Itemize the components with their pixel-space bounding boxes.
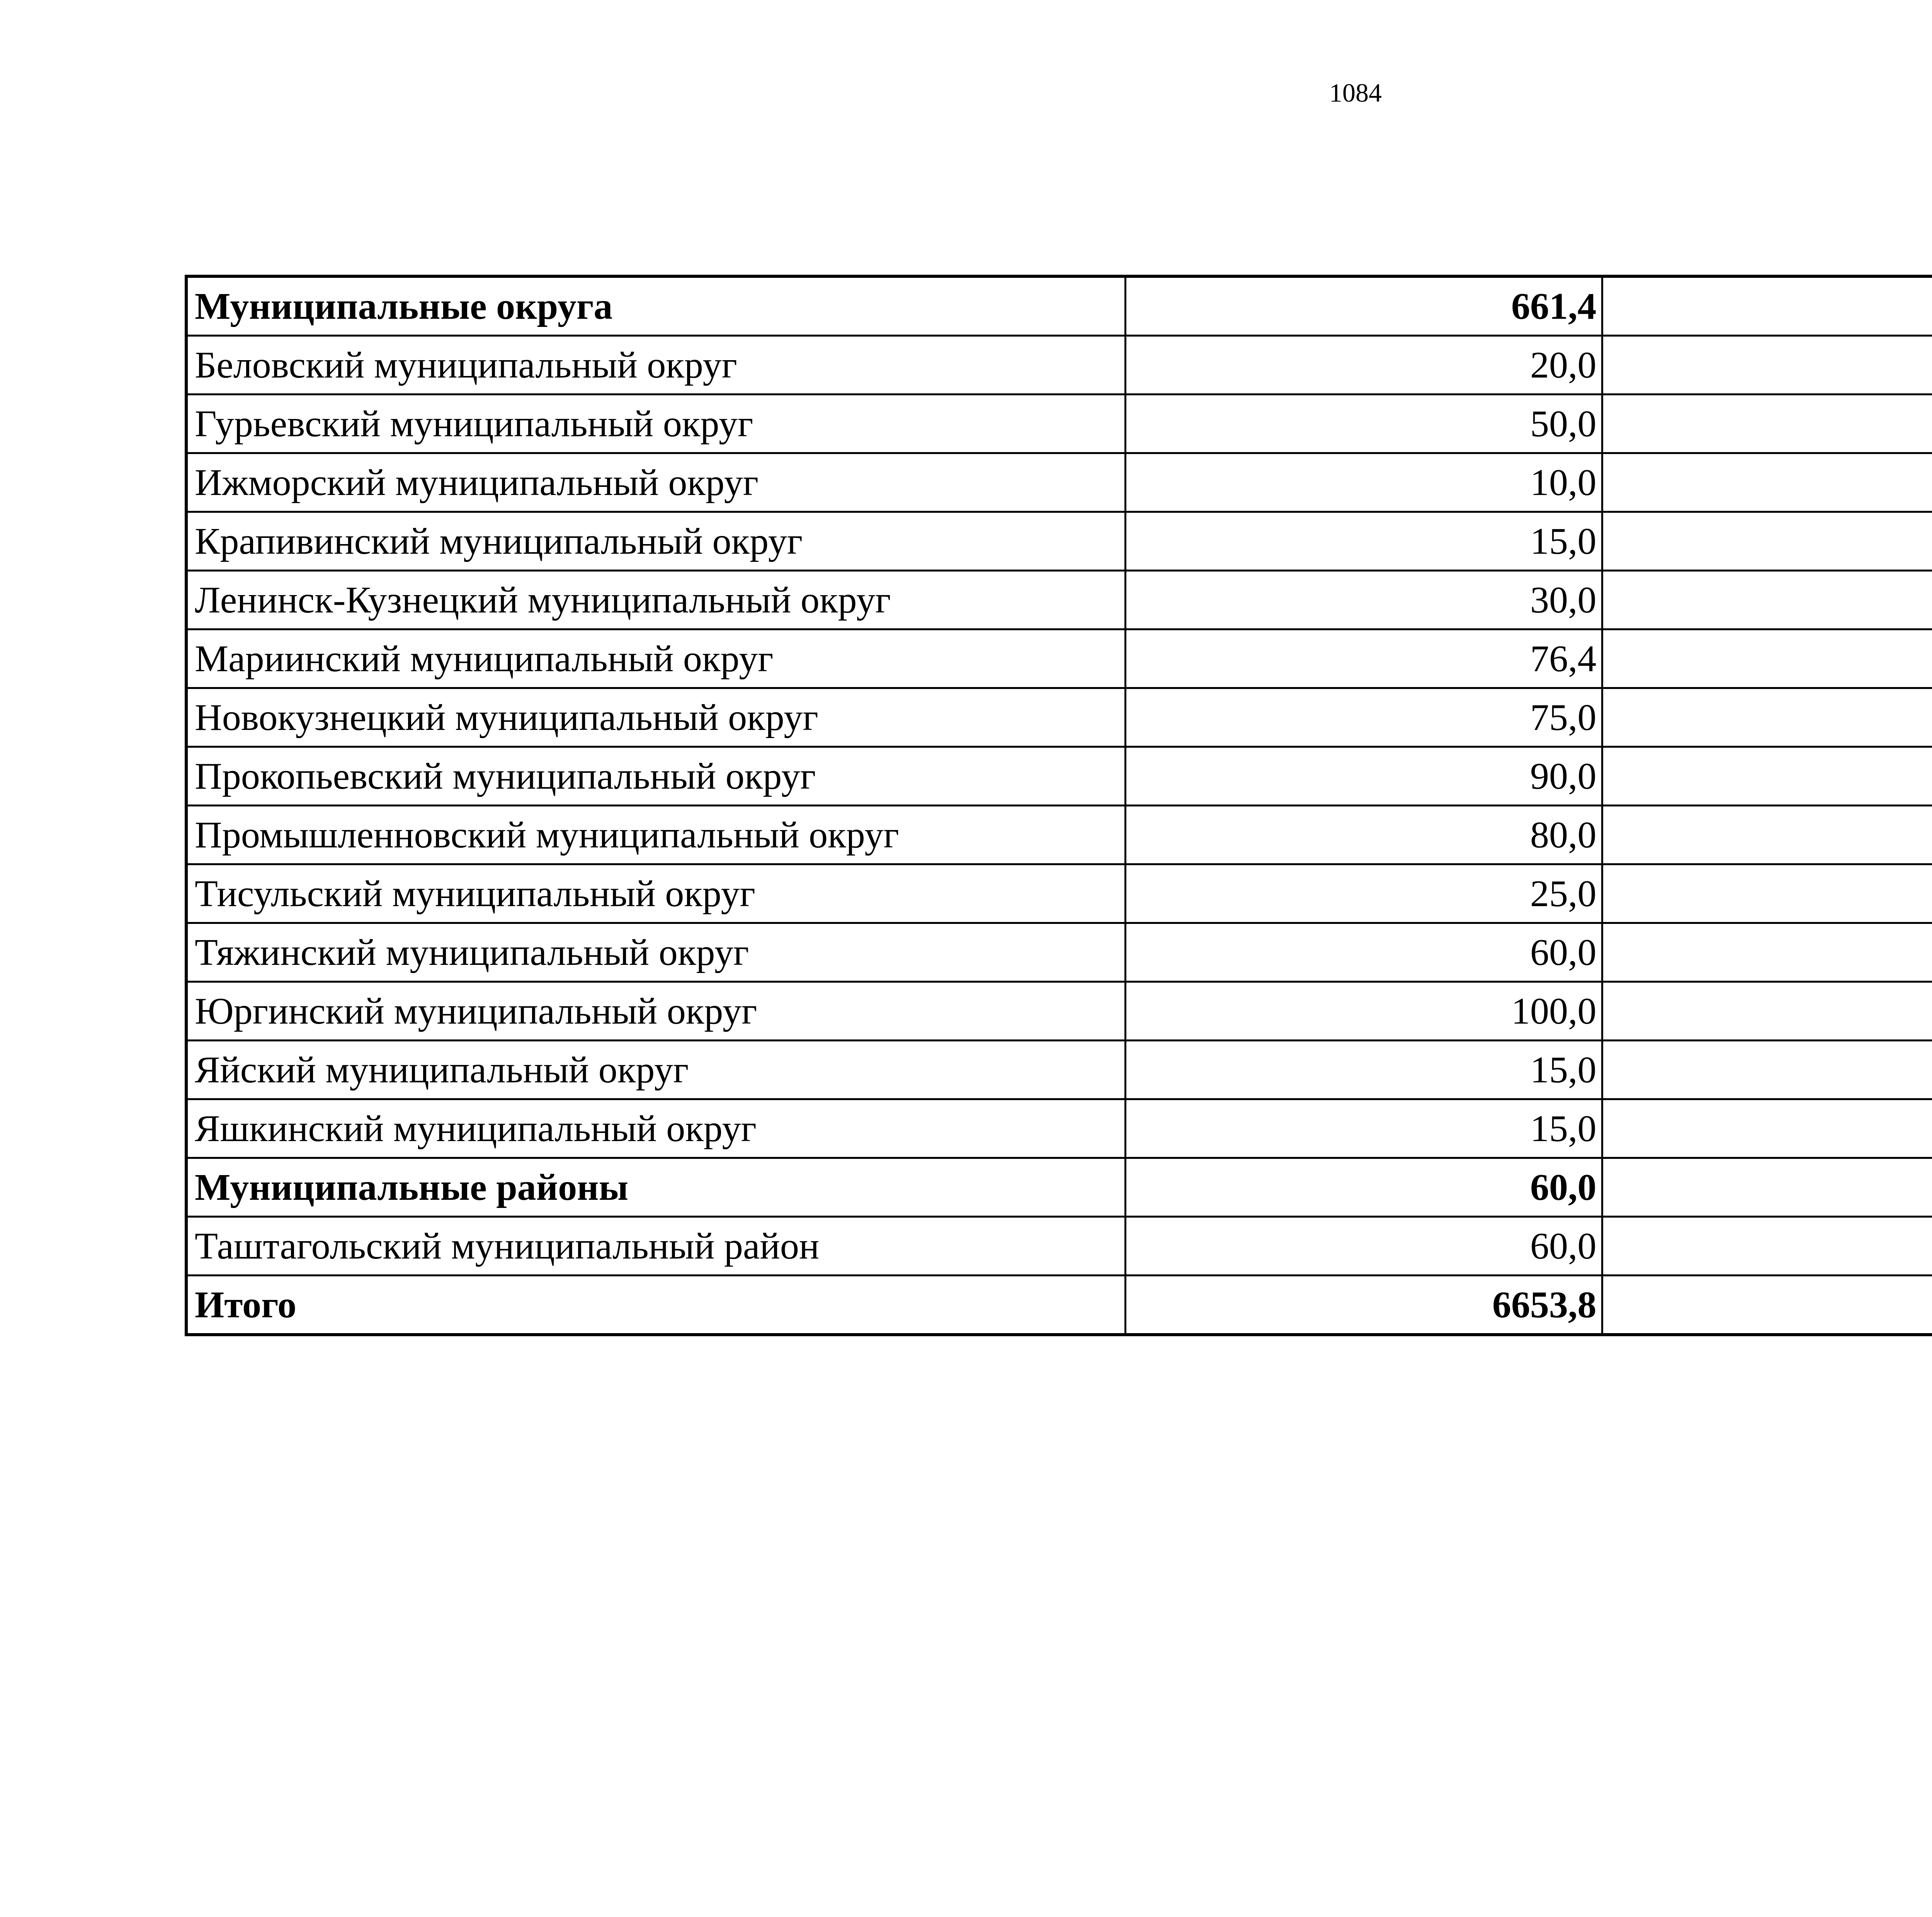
value-cell-1: 10,0: [1125, 453, 1602, 512]
value-cell-2: [1602, 629, 1932, 688]
value-cell-1: 20,0: [1125, 336, 1602, 395]
row-name-cell: Тисульский муниципальный округ: [186, 864, 1125, 923]
budget-table: [185, 275, 1932, 1336]
page-number: 1084: [1329, 78, 1382, 107]
row-name-cell: Крапивинский муниципальный округ: [186, 512, 1125, 571]
row-name-cell: Тяжинский муниципальный округ: [186, 923, 1125, 982]
table-row-total: [186, 1158, 1932, 1217]
row-name-cell: Итого: [186, 1276, 1125, 1335]
row-name-cell: Беловский муниципальный округ: [186, 336, 1125, 395]
value-cell-1: 76,4: [1125, 629, 1602, 688]
table-row-total: [186, 1276, 1932, 1335]
value-cell-2: [1602, 571, 1932, 629]
value-cell-2: [1602, 1099, 1932, 1158]
table-row: [186, 923, 1932, 982]
value-cell-1: 15,0: [1125, 512, 1602, 571]
value-cell-2: [1602, 747, 1932, 806]
table-row: [186, 512, 1932, 571]
row-name-cell: Муниципальные округа: [186, 276, 1125, 336]
row-name-cell: Таштагольский муниципальный район: [186, 1217, 1125, 1276]
value-cell-2: [1602, 1041, 1932, 1099]
value-cell-2: [1602, 453, 1932, 512]
table-row: [186, 864, 1932, 923]
row-name-cell: Юргинский муниципальный округ: [186, 982, 1125, 1041]
value-cell-1: 80,0: [1125, 806, 1602, 864]
value-cell-1: 661,4: [1125, 276, 1602, 336]
value-cell-1: 15,0: [1125, 1099, 1602, 1158]
value-cell-2: [1602, 982, 1932, 1041]
table-row: [186, 629, 1932, 688]
value-cell-1: 100,0: [1125, 982, 1602, 1041]
value-cell-2: [1602, 1158, 1932, 1217]
row-name-cell: Мариинский муниципальный округ: [186, 629, 1125, 688]
table-row: [186, 806, 1932, 864]
table-row: [186, 1041, 1932, 1099]
value-cell-2: [1602, 806, 1932, 864]
value-cell-1: 50,0: [1125, 395, 1602, 453]
row-name-cell: Ижморский муниципальный округ: [186, 453, 1125, 512]
value-cell-2: [1602, 1217, 1932, 1276]
value-cell-2: [1602, 276, 1932, 336]
value-cell-1: 75,0: [1125, 688, 1602, 747]
value-cell-2: [1602, 923, 1932, 982]
value-cell-2: [1602, 1276, 1932, 1335]
row-name-cell: Гурьевский муниципальный округ: [186, 395, 1125, 453]
table-row: [186, 571, 1932, 629]
row-name-cell: Муниципальные районы: [186, 1158, 1125, 1217]
row-name-cell: Ленинск-Кузнецкий муниципальный округ: [186, 571, 1125, 629]
row-name-cell: Промышленновский муниципальный округ: [186, 806, 1125, 864]
table-row: [186, 1217, 1932, 1276]
row-name-cell: Новокузнецкий муниципальный округ: [186, 688, 1125, 747]
value-cell-2: [1602, 688, 1932, 747]
value-cell-1: 25,0: [1125, 864, 1602, 923]
value-cell-2: [1602, 864, 1932, 923]
table-row: [186, 688, 1932, 747]
value-cell-2: [1602, 395, 1932, 453]
value-cell-2: [1602, 512, 1932, 571]
value-cell-1: 15,0: [1125, 1041, 1602, 1099]
value-cell-1: 60,0: [1125, 923, 1602, 982]
value-cell-1: 60,0: [1125, 1217, 1602, 1276]
table-row: [186, 395, 1932, 453]
table-row: [186, 1099, 1932, 1158]
row-name-cell: Яйский муниципальный округ: [186, 1041, 1125, 1099]
row-name-cell: Прокопьевский муниципальный округ: [186, 747, 1125, 806]
table-row: [186, 747, 1932, 806]
table-row: [186, 453, 1932, 512]
table-row: [186, 982, 1932, 1041]
value-cell-1: 60,0: [1125, 1158, 1602, 1217]
value-cell-1: 6653,8: [1125, 1276, 1602, 1335]
row-name-cell: Яшкинский муниципальный округ: [186, 1099, 1125, 1158]
value-cell-1: 90,0: [1125, 747, 1602, 806]
table-row-total: [186, 276, 1932, 336]
value-cell-1: 30,0: [1125, 571, 1602, 629]
table-row: [186, 336, 1932, 395]
value-cell-2: [1602, 336, 1932, 395]
table-body: [186, 276, 1932, 1335]
